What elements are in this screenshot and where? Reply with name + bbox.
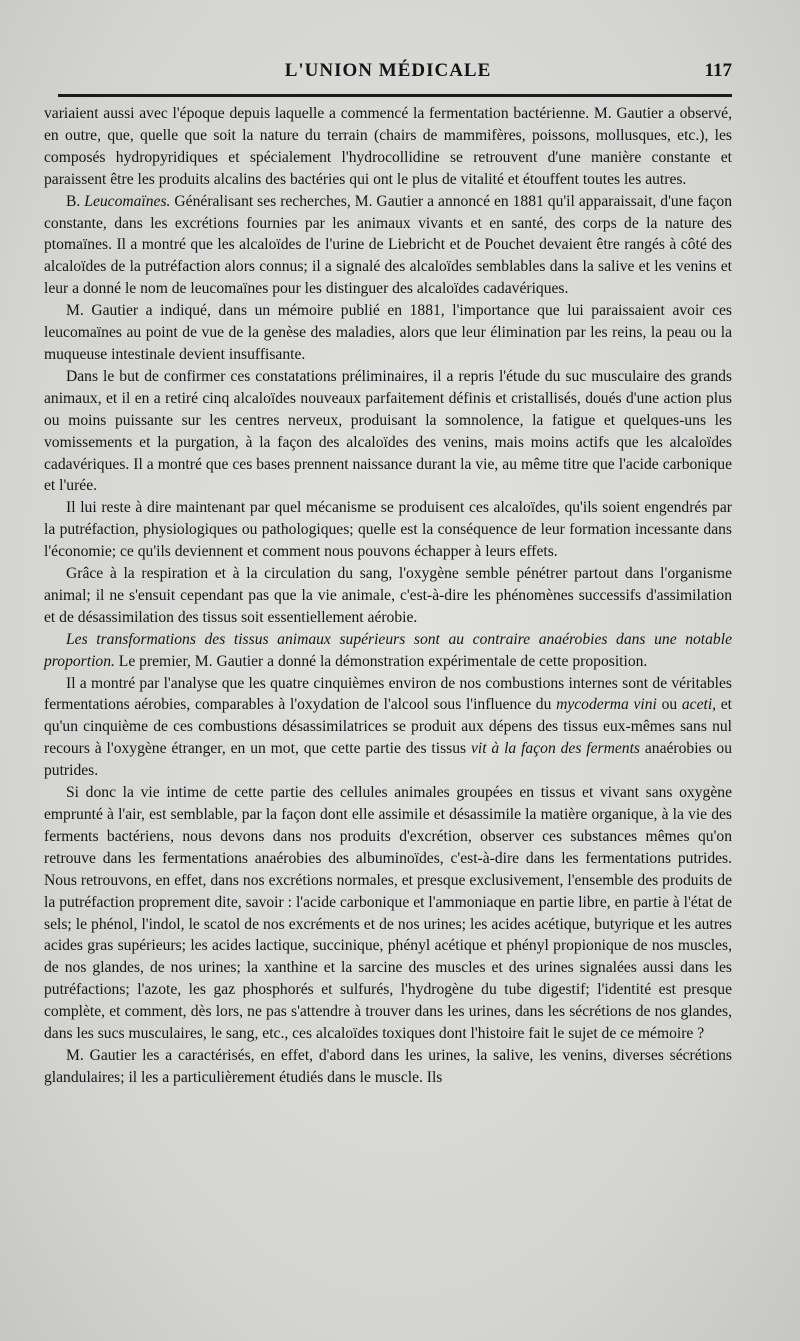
paragraph-leucomaines xyxy=(44,191,732,301)
paragraph-2-text: Généralisant ses recherches, M. Gautier a annoncé en 1881 qu'il apparaissait, d'une façon constante, dans les excrétions fournies par les animaux vivants et en santé, des corps de la nature des ptomaïnes. Il a montré que les alcaloïdes de l'urine de Liebricht et de Pouchet devaient être rangés à côté des alcaloïdes de la putréfaction alors connus; il a signalé des alcaloïdes semblables dans la salive et les venins et leur a donné le nom de leucomaïnes pour les distinguer des alcaloïdes cadavériques. xyxy=(44,192,732,298)
paragraph-8-text-d: anaérobies ou putrides. xyxy=(44,740,732,780)
term-mycoderma-vini: mycoderma vini xyxy=(556,696,657,714)
section-label: B. xyxy=(66,192,85,210)
page-number: 117 xyxy=(704,60,732,81)
paragraph-8 xyxy=(44,673,732,783)
header-rule xyxy=(58,94,732,97)
paragraph-7-text: Le premier, M. Gautier a donné la démonstration expérimentale de cette proposition. xyxy=(114,652,648,670)
paragraph-6: Grâce à la respiration et à la circulation du sang, l'oxygène semble pénétrer partout dans l'organisme animal; il ne s'ensuit cependant pas que la vie animale, c'est-à-dire les phénomènes successifs d'assimilation et de désassimilation des tissus soit essentiellement aérobie. xyxy=(44,565,732,626)
paragraph-9: Si donc la vie intime de cette partie des cellules animales groupées en tissus et vivant sans oxygène emprunté à l'air, est semblable, par la façon dont elle assimile et désassimile la matière organique, à la vie des ferments bactériens, nous devons dans nos produits d'excrétion, observer ces substances mêmes qu'on retrouve dans les fermentations anaérobies des albuminoïdes, c'est-à-dire dans les fermentations putrides. Nous retrouvons, en effet, dans nos excrétions normales, et presque exclusivement, l'ensemble des produits de la putréfaction proprement dite, savoir : l'acide carbonique et l'ammoniaque en partie libre, en partie à l'état de sels; le phénol, l'indol, le scatol de nos excréments et de nos urines; les acides acétique, butyrique et les autres acides gras supérieurs; les acides lactique, succinique, phényl acétique et phényl propionique de nos muscles, de nos glandes, de nos urines; la xanthine et la sarcine des muscles et des urines signalées aussi dans les putréfactions; l'azote, les gaz phosphorés et sulfurés, l'hydrogène du tube digestif; l'identité est presque complète, et comment, dès lors, ne pas s'attendre à trouver dans les urines, dans les sécrétions de nos glandes, dans les sucs musculaires, le sang, etc., ces alcaloïdes toxiques dont l'histoire fait le sujet de ce mémoire ? xyxy=(44,784,732,1043)
page-header xyxy=(44,60,732,90)
section-heading-leucomaines: Leucomaïnes. xyxy=(84,192,171,210)
paragraph-1: variaient aussi avec l'époque depuis laquelle a commencé la fermentation bactérienne. M. Gautier a observé, en outre, que, quelle que soit la nature du terrain (chairs de mammifères, poissons, mollusques, etc.), les composés hydropyridiques et spécialement l'hydrocollidine se retrouvent d'une manière constante et paraissent être les produits alcalins des bactéries qui ont le plus de vitalité et étouffent toutes les autres. xyxy=(44,105,732,188)
article-body xyxy=(44,103,732,1089)
italic-proposition: Les transformations des tissus animaux supérieurs sont au contraire anaérobies dans une notable proportion. xyxy=(44,630,732,670)
term-aceti: aceti, xyxy=(681,696,717,714)
paragraph-3: M. Gautier a indiqué, dans un mémoire publié en 1881, l'importance que lui paraissaient avoir ces leucomaïnes au point de vue de la genèse des maladies, alors que leur élimination par les reins, la peau ou la muqueuse intestinale devient insuffisante. xyxy=(44,302,732,363)
paragraph-4: Dans le but de confirmer ces constatations préliminaires, il a repris l'étude du suc musculaire des grands animaux, et il en a retiré cinq alcaloïdes nouveaux parfaitement définis et cristallisés, doués d'une action plus ou moins puissante sur les centres nerveux, produisant la somnolence, la fatigue et quelques-uns les vomissements et la purgation, à la façon des alcaloïdes des venins, mais moins actifs que les alcaloïdes cadavériques. Il a montré que ces bases prennent naissance durant la vie, au même titre que l'acide carbonique et l'urée. xyxy=(44,367,732,495)
running-title: L'UNION MÉDICALE xyxy=(284,60,492,81)
paragraph-8-text-c: et qu'un cinquième de ces combustions désassimilatrices se produit aux dépens des tissus eux-mêmes sans nul recours à l'oxygène étranger, en un mot, que cette partie des tissus xyxy=(44,696,732,758)
paragraph-10: M. Gautier les a caractérisés, en effet, d'abord dans les urines, la salive, les venins, diverses sécrétions glandulaires; il les a particulièrement étudiés dans le muscle. Ils xyxy=(44,1046,732,1086)
paragraph-8-text-b: ou xyxy=(656,696,682,714)
term-vit-ferments: vit à la façon des ferments xyxy=(470,740,640,758)
paragraph-7 xyxy=(44,629,732,673)
paragraph-8-text-a: Il a montré par l'analyse que les quatre cinquièmes environ de nos combustions internes sont de véritables fermentations aérobies, comparables à l'oxydation de l'alcool sous l'influence du xyxy=(44,674,732,714)
paragraph-5: Il lui reste à dire maintenant par quel mécanisme se produisent ces alcaloïdes, qu'ils soient engendrés par la putréfaction, physiologiques ou pathologiques; quelle est la conséquence de leur formation incessante dans l'économie; ce qu'ils deviennent et comment nous pouvons échapper à leurs effets. xyxy=(44,499,732,561)
document-page xyxy=(44,60,732,1089)
